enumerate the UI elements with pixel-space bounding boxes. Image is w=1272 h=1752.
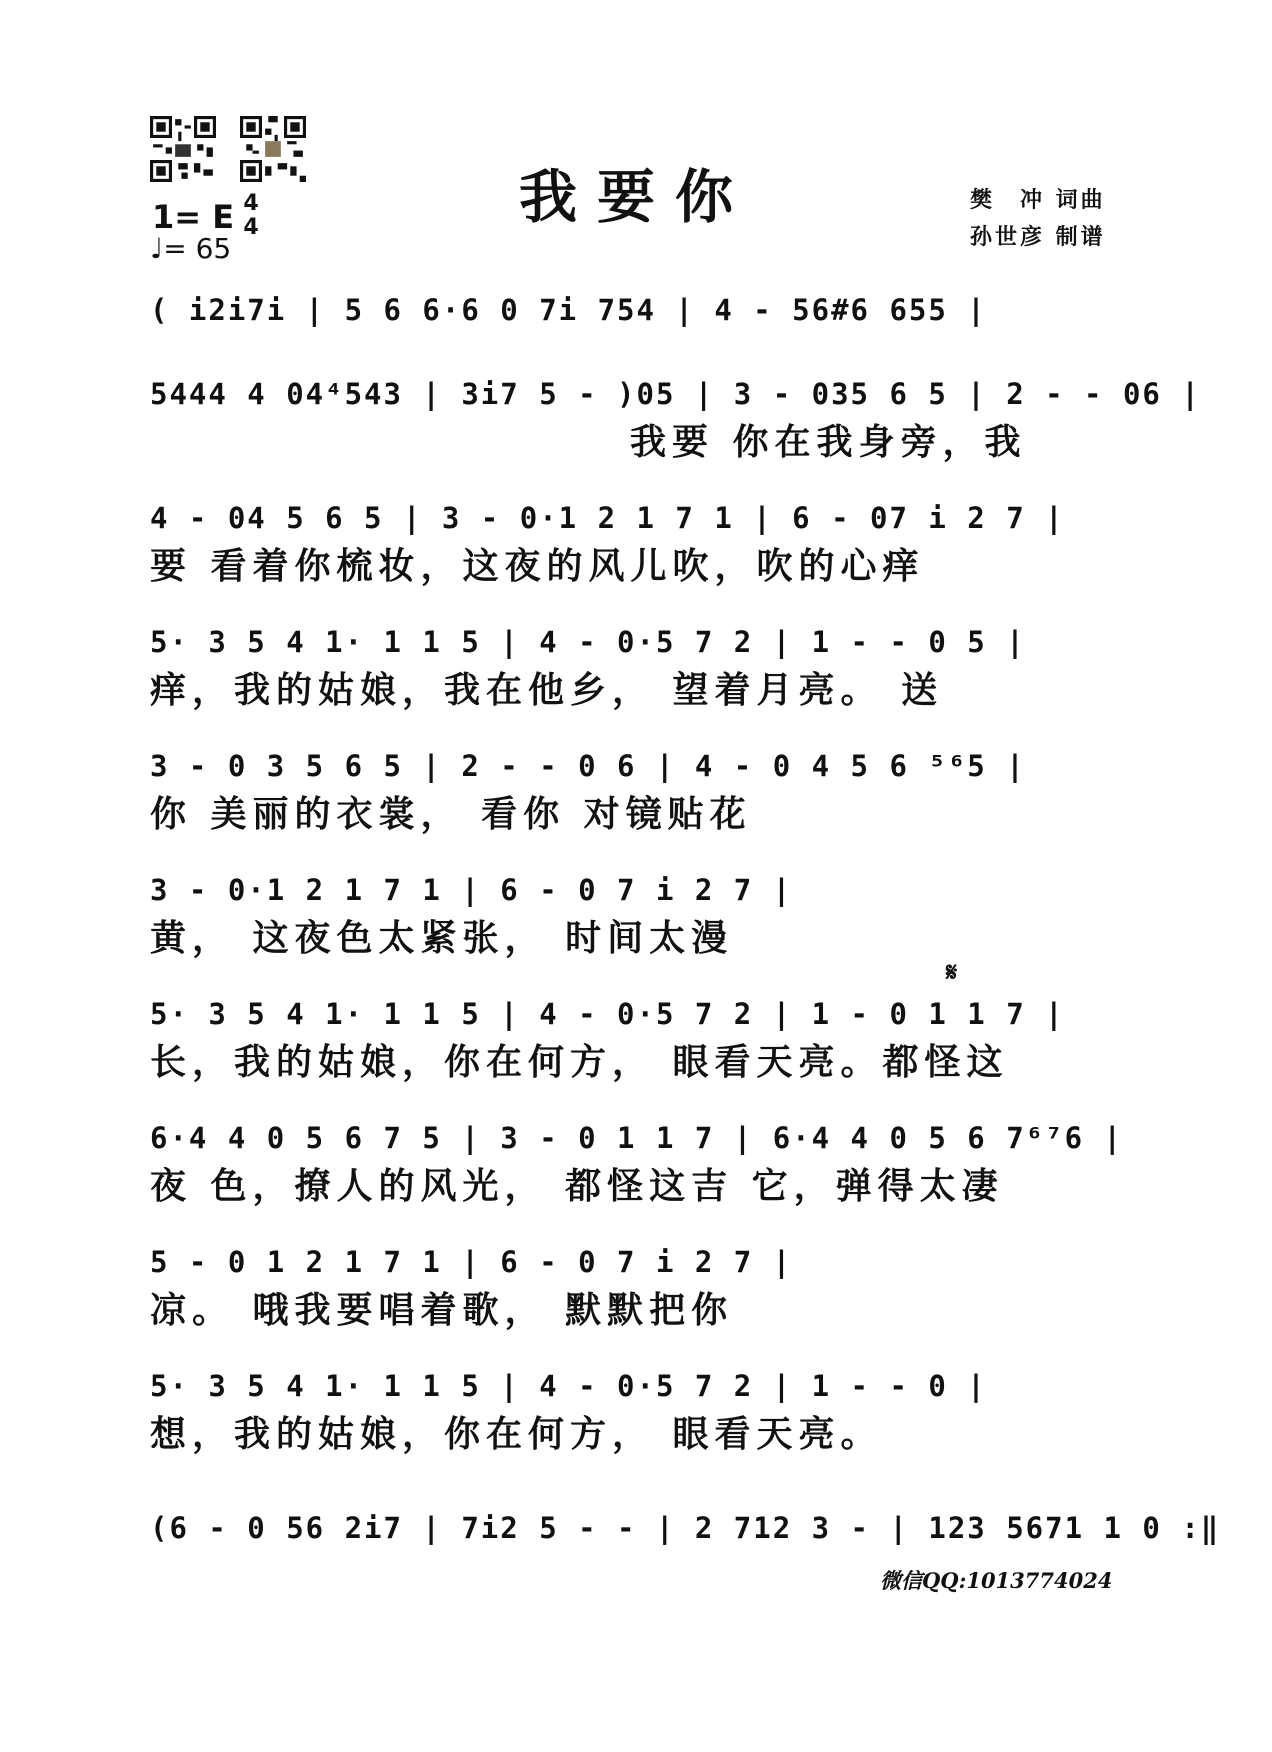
- notation-line: 5 - 0 1 2 1 7 1 | 6 - 0 7 i 2 7 |: [150, 1245, 793, 1279]
- score-line-2: [150, 372, 1201, 468]
- lyrics-line: 想，我的姑娘，你在何方， 眼看天亮。: [150, 1413, 883, 1455]
- score-line-3: [150, 496, 1125, 592]
- page-title: 我要你: [518, 163, 753, 231]
- score-line-8: [150, 1116, 1125, 1212]
- score-line-7: [150, 992, 1125, 1088]
- lyrics-line: 长，我的姑娘，你在何方， 眼看天亮。都怪这: [150, 1041, 1009, 1083]
- score-line-10: [150, 1364, 1125, 1460]
- notation-line: 3 - 0·1 2 1 7 1 | 6 - 0 7 i 2 7 |: [150, 873, 793, 907]
- score-line-1: [150, 288, 1125, 384]
- score-line-4: [150, 620, 1125, 716]
- lyrics-line: 黄， 这夜色太紧张， 时间太漫: [150, 917, 734, 959]
- lyrics-line: 我要 你在我身旁，我: [630, 421, 1027, 463]
- notation-line: 6·4 4 0 5 6 7 5 | 3 - 0 1 1 7 | 6·4 4 0 5 6 7⁶⁷6 |: [150, 1121, 1123, 1155]
- transcriber-credit: 孙世彦 制谱: [970, 224, 1106, 250]
- segno-sign: 𝄋: [946, 958, 958, 988]
- notation-line: 5· 3 5 4 1· 1 1 5 | 4 - 0·5 7 2 | 1 - - 0 |: [150, 1369, 987, 1403]
- time-signature-top: 4: [243, 191, 259, 216]
- lyrics-line: 凉。 哦我要唱着歌， 默默把你: [150, 1289, 734, 1331]
- lyricist-composer-credit: 樊 冲 词曲: [970, 187, 1106, 213]
- lyrics-line: 夜 色，撩人的风光， 都怪这吉 它，弹得太凄: [150, 1165, 1004, 1207]
- lyrics-line: 要 看着你梳妆，这夜的风儿吹，吹的心痒: [150, 545, 925, 587]
- notation-line: 5444 4 04⁴543 | 3i7 5 - )05 | 3 - 035 6 5 | 2 - - 06 |: [150, 377, 1201, 411]
- notation-line: 4 - 04 5 6 5 | 3 - 0·1 2 1 7 1 | 6 - 07 i 2 7 |: [150, 501, 1065, 535]
- score-line-6: [150, 868, 1125, 964]
- score-line-5: [150, 744, 1125, 840]
- notation-line: ( i2i7i | 5 6 6·6 0 7i 754 | 4 - 56#6 655 |: [150, 293, 987, 327]
- key-signature: 1= E: [152, 198, 235, 236]
- notation-line: 3 - 0 3 5 6 5 | 2 - - 0 6 | 4 - 0 4 5 6 ⁵⁶5 |: [150, 749, 1026, 783]
- time-signature: [240, 192, 262, 240]
- lyrics-line: 痒，我的姑娘，我在他乡， 望着月亮。 送: [150, 669, 944, 711]
- notation-line: (6 - 0 56 2i7 | 7i2 5 - - | 2 712 3 - | 123 5671 1 0 :‖: [150, 1511, 1221, 1545]
- notation-line: 5· 3 5 4 1· 1 1 5 | 4 - 0·5 7 2 | 1 - 0 1 1 7 |: [150, 997, 1065, 1031]
- lyrics-line: 你 美丽的衣裳， 看你 对镜贴花: [150, 793, 752, 835]
- time-signature-bottom: 4: [243, 215, 259, 240]
- notation-line: 5· 3 5 4 1· 1 1 5 | 4 - 0·5 7 2 | 1 - - 0 5 |: [150, 625, 1026, 659]
- tempo-marking: ♩= 65: [150, 232, 232, 265]
- score-line-9: [150, 1240, 1125, 1336]
- contact-footer: 微信QQ:1013774024: [880, 1568, 1113, 1593]
